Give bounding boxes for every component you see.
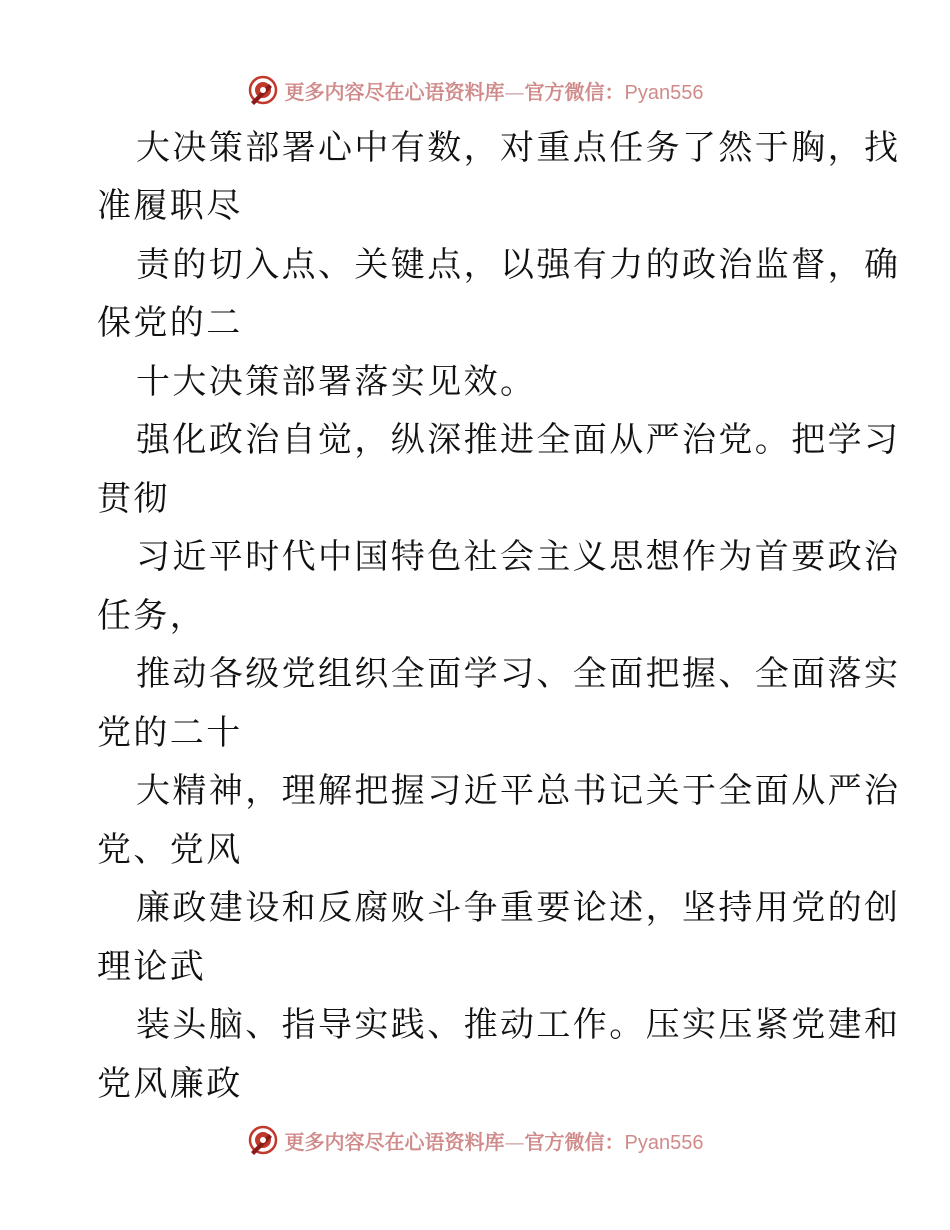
body-line: 大决策部署心中有数，对重点任务了然于胸，找 <box>136 128 901 168</box>
pen-logo-icon <box>247 1124 279 1156</box>
watermark-id: Pyan556 <box>624 1131 704 1154</box>
watermark-text <box>285 1126 704 1155</box>
body-line: 党、党风 <box>97 830 243 870</box>
body-line: 推动各级党组织全面学习、全面把握、全面落实 <box>136 654 901 694</box>
watermark-dash: — <box>504 79 525 104</box>
watermark-official: 官方微信： <box>524 1129 625 1154</box>
watermark-dash: — <box>504 1129 525 1154</box>
body-line: 十大决策部署落实见效。 <box>136 362 537 402</box>
body-line: 装头脑、指导实践、推动工作。压实压紧党建和 <box>136 1005 901 1045</box>
body-line: 党风廉政 <box>97 1064 243 1104</box>
body-line: 任务， <box>97 596 207 636</box>
watermark-official: 官方微信： <box>524 79 625 104</box>
body-line: 责的切入点、关键点，以强有力的政治监督，确 <box>136 245 901 285</box>
body-line: 大精神，理解把握习近平总书记关于全面从严治 <box>136 771 901 811</box>
body-line: 准履职尽 <box>97 186 243 226</box>
body-line: 党的二十 <box>97 713 243 753</box>
body-line: 贯彻 <box>97 479 170 519</box>
watermark-brand: 更多内容尽在心语资料库 <box>284 1129 505 1154</box>
body-line: 廉政建设和反腐败斗争重要论述，坚持用党的创 <box>136 888 901 928</box>
watermark-brand: 更多内容尽在心语资料库 <box>284 79 505 104</box>
body-line: 保党的二 <box>97 303 243 343</box>
body-line: 强化政治自觉，纵深推进全面从严治党。把学习 <box>136 420 901 460</box>
body-line: 理论武 <box>97 947 207 987</box>
watermark-id: Pyan556 <box>624 81 704 104</box>
body-line: 习近平时代中国特色社会主义思想作为首要政治 <box>136 537 901 577</box>
footer-watermark <box>0 1120 950 1160</box>
